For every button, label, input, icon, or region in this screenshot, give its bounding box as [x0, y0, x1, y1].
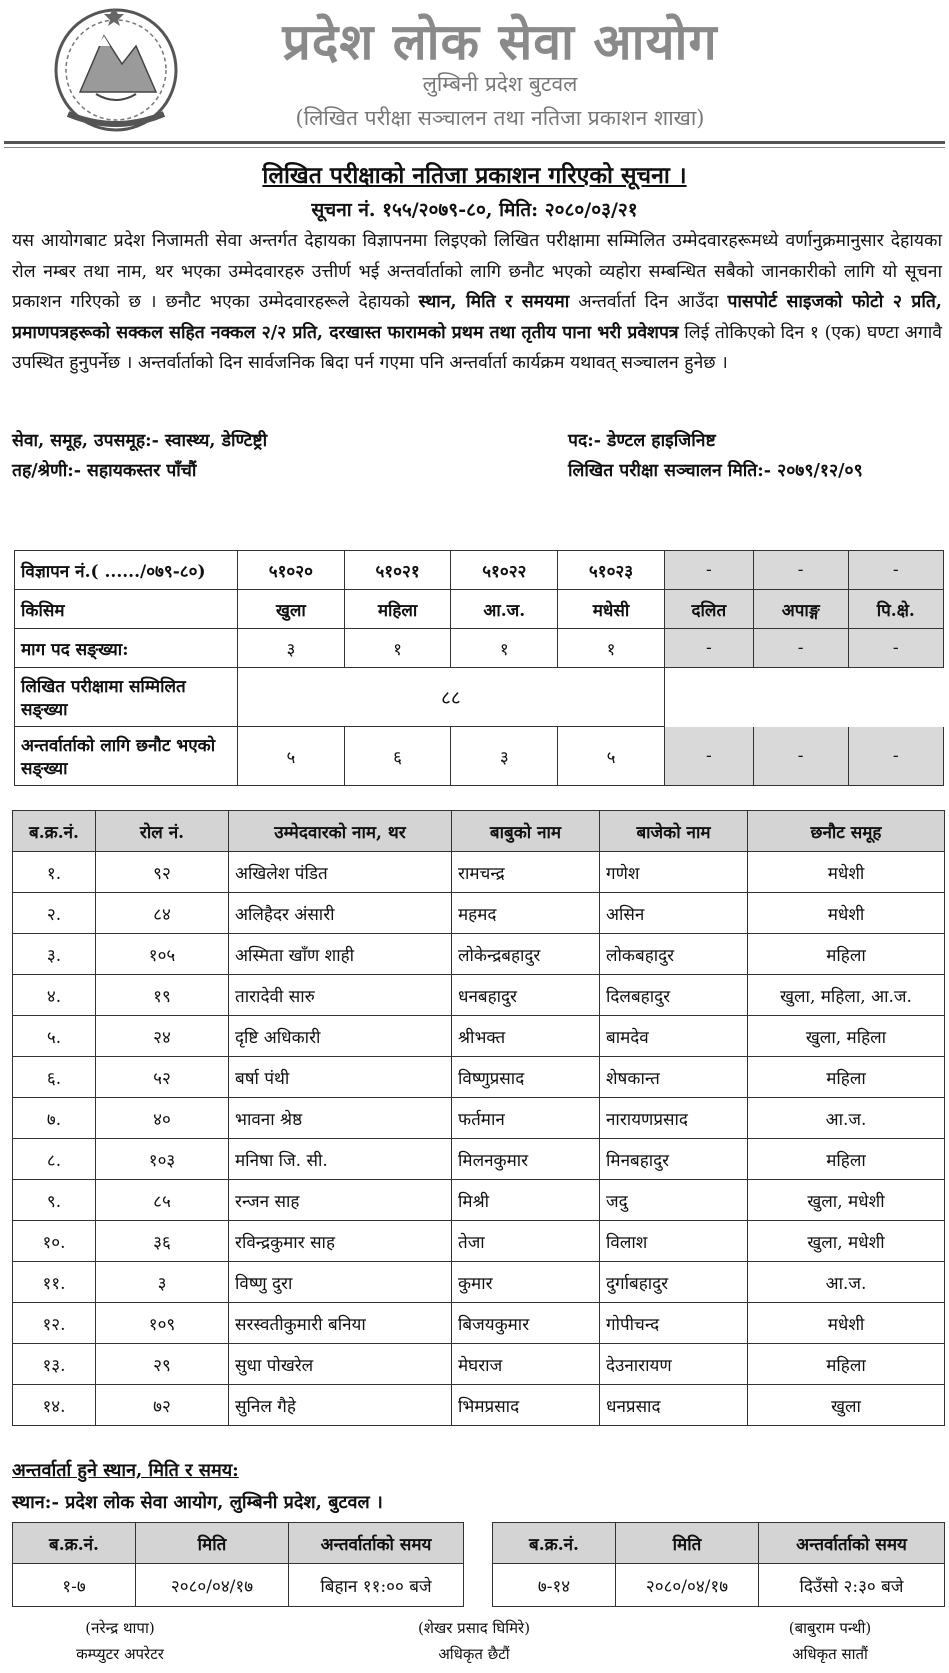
table-cell: विलाश — [600, 1221, 748, 1262]
table-cell: सुनिल गैहे — [229, 1385, 452, 1426]
table-cell: महमद — [452, 893, 600, 934]
signatory-title: अधिकृत छैटौं — [438, 1645, 510, 1663]
commission-title: प्रदेश लोक सेवा आयोग — [282, 12, 718, 71]
table-row — [13, 1098, 945, 1139]
table-cell: शेषकान्त — [600, 1057, 748, 1098]
table-cell: ९. — [13, 1180, 96, 1221]
table-cell: १९ — [96, 975, 229, 1016]
row-label: लिखित परीक्षामा सम्मिलित सङ्ख्या — [15, 668, 238, 727]
table-cell: ३ — [96, 1262, 229, 1303]
vacancy-table — [14, 550, 944, 786]
table-cell: २०८०/०४/१७ — [136, 1564, 289, 1607]
row-label: माग पद सङ्ख्या: — [15, 629, 238, 668]
table-cell: ५१०२३ — [558, 551, 665, 590]
table-cell: खुला, महिला — [748, 1016, 945, 1057]
table-cell: ८. — [13, 1139, 96, 1180]
table-cell: - — [664, 551, 753, 590]
table-cell: मनिषा जि. सी. — [229, 1139, 452, 1180]
interview-heading: अन्तर्वार्ता हुने स्थान, मिति र समय: — [12, 1460, 239, 1481]
table-cell: १०. — [13, 1221, 96, 1262]
table-cell: मिनबहादुर — [600, 1139, 748, 1180]
table-cell: ८४ — [96, 893, 229, 934]
table-row — [13, 1262, 945, 1303]
signatory-name: (बाबुराम पन्थी) — [788, 1619, 872, 1637]
table-row — [13, 1016, 945, 1057]
table-cell: २. — [13, 893, 96, 934]
table-cell: ४० — [96, 1098, 229, 1139]
table-cell: बर्षा पंथी — [229, 1057, 452, 1098]
column-header: अन्तर्वार्ताको समय — [289, 1523, 464, 1564]
table-cell: - — [753, 629, 848, 668]
signatory-name: (नरेन्द्र थापा) — [85, 1619, 155, 1637]
column-header: मिति — [616, 1523, 759, 1564]
table-cell: मधेशी — [748, 893, 945, 934]
table-cell: ९२ — [96, 852, 229, 893]
notice-number: सूचना नं. १५५/२०७९-८०, मिति: २०८०/०३/२१ — [311, 199, 638, 221]
commission-location: लुम्बिनी प्रदेश बुटवल — [422, 72, 578, 96]
table-row — [13, 1139, 945, 1180]
table-cell: सरस्वतीकुमारी बनिया — [229, 1303, 452, 1344]
table-cell: दुर्गाबहादुर — [600, 1262, 748, 1303]
table-cell: देउनारायण — [600, 1344, 748, 1385]
demand-row — [15, 629, 944, 668]
table-cell: लोकबहादुर — [600, 934, 748, 975]
exam-date: लिखित परीक्षा सञ्चालन मिति:- २०७९/१२/०९ — [568, 461, 863, 481]
table-cell: मधेशी — [748, 1303, 945, 1344]
column-header: अन्तर्वार्ताको समय — [759, 1523, 945, 1564]
table-cell: तेजा — [452, 1221, 600, 1262]
table-cell: मधेशी — [748, 852, 945, 893]
table-cell: कुमार — [452, 1262, 600, 1303]
table-cell: विष्णुप्रसाद — [452, 1057, 600, 1098]
interview-venue: स्थान:- प्रदेश लोक सेवा आयोग, लुम्बिनी प्रदेश, बुटवल । — [12, 1492, 383, 1513]
table-cell: महिला — [748, 1057, 945, 1098]
branch-name: (लिखित परीक्षा सञ्चालन तथा नतिजा प्रकाशन शाखा) — [295, 106, 705, 130]
table-cell: ७. — [13, 1098, 96, 1139]
table-cell: १२. — [13, 1303, 96, 1344]
table-cell: ४. — [13, 975, 96, 1016]
notice-body: यस आयोगबाट प्रदेश निजामती सेवा अन्तर्गत देहायका विज्ञापनमा लिइएको लिखित परीक्षामा सम्मिलित उम्मेदवारहरूमध्ये वर्णानुक्रमानुसार देहायका रोल नम्बर तथा नाम, थर भएका उम्मेदवारहरु उत्तीर्ण भई अन्तर्वार्ताको लागि छनौट भएको व्यहोरा सम्बन्धित सबैको जानकारीको लागि यो सूचना प्रकाशन गरिएको छ । छनौट भएका उम्मेदवारहरूले देहायको स्थान, मिति र समयमा अन्तर्वार्ता दिन आउँदा पासपोर्ट साइजको फोटो २ प्रति, प्रमाणपत्रहरूको सक्कल सहित नक्कल २/२ प्रति, दरखास्त फारामको प्रथम तथा तृतीय पाना भरी प्रवेशपत्र लिई तोकिएको दिन १ (एक) घण्टा अगावै उपस्थित हुनुपर्नेछ । अन्तर्वार्ताको दिन सार्वजनिक बिदा पर्न गएमा पनि अन्तर्वार्ता कार्यक्रम यथावत् सञ्चालन हुनेछ । — [12, 231, 942, 373]
table-cell: ५ — [558, 727, 665, 786]
appeared-count: ८८ — [238, 668, 665, 727]
level: तह/श्रेणी:- सहायकस्तर पाँचौं — [12, 461, 197, 481]
table-cell: खुला — [748, 1385, 945, 1426]
table-row — [13, 1057, 945, 1098]
table-cell: बामदेव — [600, 1016, 748, 1057]
table-cell: असिन — [600, 893, 748, 934]
table-cell: ५२ — [96, 1057, 229, 1098]
notice-title: लिखित परीक्षाको नतिजा प्रकाशन गरिएको सूचना । — [262, 162, 687, 189]
table-cell: खुला — [238, 590, 345, 629]
table-row — [13, 1385, 945, 1426]
nepal-emblem-icon — [40, 6, 192, 134]
table-cell: ११. — [13, 1262, 96, 1303]
table-cell: भावना श्रेष्ठ — [229, 1098, 452, 1139]
table-cell: - — [753, 727, 848, 786]
table-cell: दलित — [664, 590, 753, 629]
table-cell: १-७ — [13, 1564, 136, 1607]
post-name: पद:- डेण्टल हाइजिनिष्ट — [568, 431, 716, 451]
table-cell: श्रीभक्त — [452, 1016, 600, 1057]
table-cell: ६ — [344, 727, 451, 786]
table-cell: नारायणप्रसाद — [600, 1098, 748, 1139]
table-row — [13, 1221, 945, 1262]
table-cell: फर्तमान — [452, 1098, 600, 1139]
selected-row — [15, 727, 944, 786]
signatory-title: कम्प्युटर अपरेटर — [76, 1645, 164, 1663]
table-cell: - — [848, 727, 943, 786]
column-header: बाजेको नाम — [600, 811, 748, 852]
result-table — [12, 810, 945, 1426]
row-label: किसिम — [15, 590, 238, 629]
table-cell: ५. — [13, 1016, 96, 1057]
table-cell: अस्मिता खाँण शाही — [229, 934, 452, 975]
table-cell: १०५ — [96, 934, 229, 975]
header-divider — [4, 141, 945, 144]
interview-table-left — [12, 1522, 464, 1607]
table-cell: आ.ज. — [748, 1098, 945, 1139]
service-group: सेवा, समूह, उपसमूह:- स्वास्थ्य, डेण्टिष्ट्री — [12, 431, 268, 451]
table-row — [13, 975, 945, 1016]
column-header: बाबुको नाम — [452, 811, 600, 852]
table-cell: बिजयकुमार — [452, 1303, 600, 1344]
interview-header-row — [13, 1523, 464, 1564]
row-label: विज्ञापन नं.( ....../०७९-८०) — [15, 551, 238, 590]
table-cell: महिला — [344, 590, 451, 629]
table-cell: महिला — [748, 1344, 945, 1385]
table-cell: १. — [13, 852, 96, 893]
table-cell: - — [753, 551, 848, 590]
vacancy-row — [15, 551, 944, 590]
table-cell: सुधा पोखरेल — [229, 1344, 452, 1385]
table-row — [13, 934, 945, 975]
table-cell: ६. — [13, 1057, 96, 1098]
table-cell: १ — [451, 629, 558, 668]
interview-row — [13, 1564, 464, 1607]
signature-block — [374, 1615, 574, 1667]
column-header: रोल नं. — [96, 811, 229, 852]
table-cell: ५१०२० — [238, 551, 345, 590]
table-cell: मेघराज — [452, 1344, 600, 1385]
table-cell: १०३ — [96, 1139, 229, 1180]
table-cell: विष्णु दुरा — [229, 1262, 452, 1303]
table-cell: रामचन्द्र — [452, 852, 600, 893]
table-cell: रन्जन साह — [229, 1180, 452, 1221]
table-cell: ७२ — [96, 1385, 229, 1426]
column-header: ब.क्र.नं. — [13, 811, 96, 852]
table-cell: महिला — [748, 1139, 945, 1180]
table-cell: २०८०/०४/१७ — [616, 1564, 759, 1607]
table-cell: तारादेवी सारु — [229, 975, 452, 1016]
table-row — [13, 893, 945, 934]
table-cell: जदु — [600, 1180, 748, 1221]
interview-table-right — [492, 1522, 945, 1607]
table-cell: - — [848, 629, 943, 668]
column-header: छनौट समूह — [748, 811, 945, 852]
table-cell: गणेश — [600, 852, 748, 893]
table-cell: - — [664, 629, 753, 668]
table-cell: ३ — [451, 727, 558, 786]
table-cell: १ — [344, 629, 451, 668]
category-row — [15, 590, 944, 629]
signature-block — [730, 1615, 930, 1667]
table-cell: २९ — [96, 1344, 229, 1385]
interview-header-row — [493, 1523, 945, 1564]
table-cell: धनप्रसाद — [600, 1385, 748, 1426]
table-row — [13, 852, 945, 893]
table-row — [13, 1180, 945, 1221]
table-cell: रविन्द्रकुमार साह — [229, 1221, 452, 1262]
table-cell: लोकेन्द्रबहादुर — [452, 934, 600, 975]
table-cell: अलिहैदर अंसारी — [229, 893, 452, 934]
table-cell: दिउँसो २:३० बजे — [759, 1564, 945, 1607]
table-cell: ३६ — [96, 1221, 229, 1262]
table-cell: - — [664, 727, 753, 786]
letterhead — [0, 0, 949, 150]
result-header-row — [13, 811, 945, 852]
table-cell: अखिलेश पंडित — [229, 852, 452, 893]
table-cell: १ — [558, 629, 665, 668]
table-cell: खुला, महिला, आ.ज. — [748, 975, 945, 1016]
row-label: अन्तर्वार्ताको लागि छनौट भएको सङ्ख्या — [15, 727, 238, 786]
signatory-title: अधिकृत सातौं — [792, 1645, 868, 1663]
table-cell: पि.क्षे. — [848, 590, 943, 629]
table-cell: २४ — [96, 1016, 229, 1057]
table-cell: दिलबहादुर — [600, 975, 748, 1016]
table-cell: मिलनकुमार — [452, 1139, 600, 1180]
column-header: उम्मेदवारको नाम, थर — [229, 811, 452, 852]
table-cell: १४. — [13, 1385, 96, 1426]
table-cell: दृष्टि अधिकारी — [229, 1016, 452, 1057]
table-cell: आ.ज. — [748, 1262, 945, 1303]
table-cell: भिमप्रसाद — [452, 1385, 600, 1426]
table-cell: ५ — [238, 727, 345, 786]
table-row — [13, 1303, 945, 1344]
table-cell: खुला, मधेशी — [748, 1180, 945, 1221]
table-cell: ७-१४ — [493, 1564, 616, 1607]
column-header: ब.क्र.नं. — [13, 1523, 136, 1564]
signatory-name: (शेखर प्रसाद घिमिरे) — [417, 1619, 531, 1637]
table-cell: - — [848, 551, 943, 590]
table-row — [13, 1344, 945, 1385]
signature-block — [20, 1615, 220, 1667]
table-cell: मधेसी — [558, 590, 665, 629]
header-divider-thin — [4, 147, 945, 148]
column-header: मिति — [136, 1523, 289, 1564]
table-cell: महिला — [748, 934, 945, 975]
empty-cell — [664, 668, 943, 727]
table-cell: ८५ — [96, 1180, 229, 1221]
table-cell: बिहान ११:०० बजे — [289, 1564, 464, 1607]
appeared-row — [15, 668, 944, 727]
table-cell: मिश्री — [452, 1180, 600, 1221]
table-cell: ३ — [238, 629, 345, 668]
table-cell: ३. — [13, 934, 96, 975]
table-cell: अपाङ्ग — [753, 590, 848, 629]
table-cell: १०९ — [96, 1303, 229, 1344]
table-cell: ५१०२२ — [451, 551, 558, 590]
table-cell: आ.ज. — [451, 590, 558, 629]
table-cell: १३. — [13, 1344, 96, 1385]
column-header: ब.क्र.नं. — [493, 1523, 616, 1564]
table-cell: ५१०२१ — [344, 551, 451, 590]
table-cell: धनबहादुर — [452, 975, 600, 1016]
table-cell: खुला, मधेशी — [748, 1221, 945, 1262]
table-cell: गोपीचन्द — [600, 1303, 748, 1344]
interview-row — [493, 1564, 945, 1607]
